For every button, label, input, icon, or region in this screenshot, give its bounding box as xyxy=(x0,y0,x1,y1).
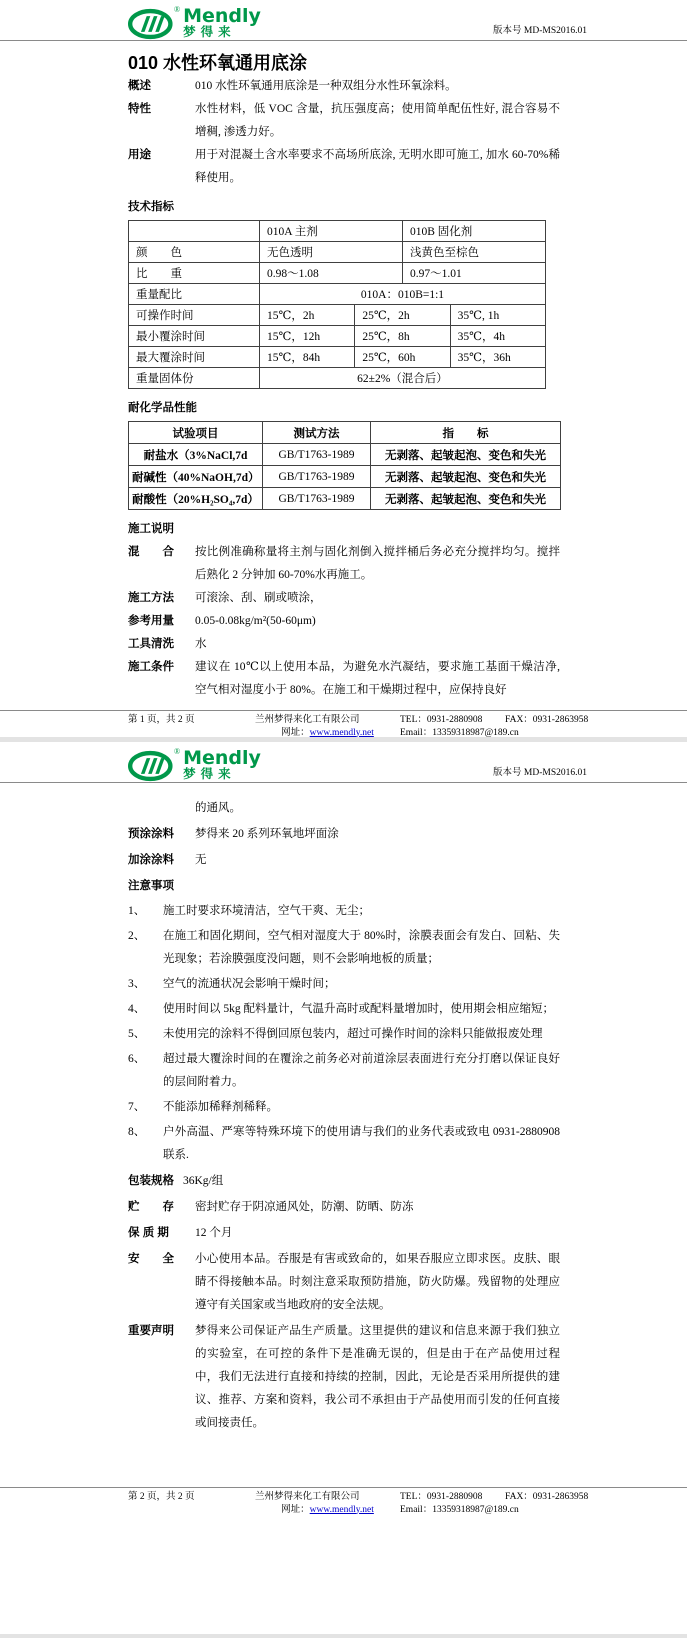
tool-cleaning-label: 工具清洗 xyxy=(128,638,174,650)
note-item xyxy=(128,973,560,996)
precoat-text: 梦得来 20 系列环氧地坪面涂 xyxy=(195,828,339,840)
chem-resistance-table xyxy=(128,421,561,510)
phone-number: TEL：0931-2880908 xyxy=(400,715,483,725)
note-number: 1、 xyxy=(128,905,146,917)
method-row xyxy=(128,587,560,610)
table-row xyxy=(129,242,546,263)
cell-value: 010A：010B=1:1 xyxy=(260,284,546,305)
cell-test-item: 耐碱性（40%NaOH,7d） xyxy=(129,466,263,488)
cell-spec: 无剥落、起皱起泡、变色和失光 xyxy=(371,466,561,488)
conditions-label: 施工条件 xyxy=(128,661,174,673)
footer-line-1 xyxy=(255,714,588,727)
note-item xyxy=(128,1048,560,1094)
cell-value: 35℃，36h xyxy=(450,347,545,368)
topcoat-row xyxy=(128,849,560,872)
continuation-spacer xyxy=(128,797,195,820)
note-text: 在施工和固化期间，空气相对湿度大于 80%时，涂膜表面会有发白、回粘、失光现象；若涂膜强度没问题，则不会影响地板的质量； xyxy=(163,930,560,965)
table-header-row xyxy=(129,422,561,444)
cell-method: GB/T1763-1989 xyxy=(263,488,371,510)
cell-value: 无色透明 xyxy=(260,242,403,263)
footer-line-1 xyxy=(255,1491,588,1504)
footer-body xyxy=(0,714,687,737)
footer-line-2 xyxy=(255,727,588,738)
statement-text: 梦得来公司保证产品生产质量。这里提供的建议和信息来源于我们独立的实验室，在可控的条件下是准确无误的，但是由于在产品使用过程中，我们无法进行直接和持续的控制，因此，无论是否采用所提供的建议、推荐、方案和资料，我公司不承担由于产品使用而引发的任何直接或间接责任。 xyxy=(195,1325,560,1429)
mendly-logo xyxy=(128,747,261,782)
cell-header: 指 标 xyxy=(371,422,561,444)
cell-value: 15℃，12h xyxy=(260,326,355,347)
cell-test-item: 耐盐水（3%NaCl,7d xyxy=(129,444,263,466)
brand-name: Mendly xyxy=(183,747,261,769)
usage-label: 用途 xyxy=(128,149,151,161)
cell-label: 颜 色 xyxy=(129,242,260,263)
tool-cleaning-text: 水 xyxy=(195,638,207,650)
page-header xyxy=(0,0,687,41)
registered-mark: ® xyxy=(174,747,181,756)
chem-resistance-heading: 耐化学品性能 xyxy=(128,402,197,414)
note-text: 户外高温、严寒等特殊环境下的使用请与我们的业务代表或致电 0931-2880908 联系. xyxy=(163,1126,560,1161)
table-row xyxy=(129,221,546,242)
precoat-row xyxy=(128,823,560,846)
footer-body xyxy=(0,1491,687,1516)
table-row xyxy=(129,444,561,466)
note-text: 使用时间以 5kg 配料量计，气温升高时或配料量增加时，使用期会相应缩短； xyxy=(163,1003,554,1015)
version-label: 版本号 MD-MS2016.01 xyxy=(493,26,587,36)
note-number: 8、 xyxy=(128,1126,146,1138)
note-text: 空气的流通状况会影响干燥时间； xyxy=(163,978,336,990)
website-link[interactable]: www.mendly.net xyxy=(309,727,374,737)
email-address: Email：13359318987@189.cn xyxy=(400,1504,519,1515)
note-text: 未使用完的涂料不得倒回原包装内，超过可操作时间的涂料只能做报废处理 xyxy=(163,1028,543,1040)
brand-name-cn: 梦得来 xyxy=(183,25,236,39)
safety-row xyxy=(128,1248,560,1317)
cell-method: GB/T1763-1989 xyxy=(263,444,371,466)
notes-heading: 注意事项 xyxy=(128,880,174,892)
feature-row xyxy=(128,98,560,144)
dosage-label: 参考用量 xyxy=(128,615,174,627)
construction-heading: 施工说明 xyxy=(128,523,174,535)
note-number: 2、 xyxy=(128,930,146,942)
safety-text: 小心使用本品。吞服是有害或致命的，如果吞服应立即求医。皮肤、眼睛不得接触本品。时刻注意采取预防措施，防火防爆。残留物的处理应遵守有关国家或当地政府的安全法规。 xyxy=(195,1253,560,1311)
cell-spec: 无剥落、起皱起泡、变色和失光 xyxy=(371,444,561,466)
table-row xyxy=(129,488,561,510)
safety-label: 安 全 xyxy=(128,1253,174,1265)
tool-cleaning-row xyxy=(128,633,560,656)
footer-contact xyxy=(255,714,588,737)
mendly-logo xyxy=(128,5,261,40)
tech-specs-table xyxy=(128,220,546,389)
shelf-life-label: 保 质 期 xyxy=(128,1227,169,1239)
website-label: 网址： xyxy=(281,1504,310,1515)
feature-label: 特性 xyxy=(128,103,151,115)
storage-text: 密封贮存于阴凉通风处，防潮、防晒、防冻 xyxy=(195,1201,414,1213)
page-bottom-edge xyxy=(0,1634,687,1638)
table-row xyxy=(129,263,546,284)
page-number: 第 1 页，共 2 页 xyxy=(128,715,195,725)
method-label: 施工方法 xyxy=(128,592,174,604)
cell-value: 15℃，84h xyxy=(260,347,355,368)
continuation-text: 的通风。 xyxy=(195,802,241,814)
topcoat-text: 无 xyxy=(195,854,207,866)
cell-blank xyxy=(129,221,260,242)
cell-value: 62±2%（混合后） xyxy=(260,368,546,389)
cell-value: 35℃，4h xyxy=(450,326,545,347)
cell-component-b: 010B 固化剂 xyxy=(403,221,546,242)
conditions-text: 建议在 10℃以上使用本品，为避免水汽凝结，要求施工基面干燥洁净, 空气相对湿度小于 80%。在施工和干燥期过程中，应保持良好 xyxy=(195,661,560,696)
note-item xyxy=(128,900,560,923)
note-text: 施工时要求环境清洁，空气干爽、无尘； xyxy=(163,905,370,917)
page-2-footer xyxy=(0,1487,687,1516)
website-label: 网址： xyxy=(281,727,310,737)
page-1-content xyxy=(0,51,687,702)
company-name: 兰州梦得来化工有限公司 xyxy=(255,1492,360,1502)
method-text: 可滚涂、刮、刷或喷涂， xyxy=(195,592,322,604)
note-item xyxy=(128,998,560,1021)
note-item xyxy=(128,1096,560,1119)
usage-text: 用于对混凝土含水率要求不高场所底涂, 无明水即可施工, 加水 60-70%稀释使用。 xyxy=(195,149,560,184)
conditions-row xyxy=(128,656,560,702)
cell-value: 25℃，8h xyxy=(355,326,450,347)
cell-label: 比 重 xyxy=(129,263,260,284)
page-1 xyxy=(0,0,687,737)
registered-mark: ® xyxy=(174,5,181,14)
storage-label: 贮 存 xyxy=(128,1201,174,1213)
page-1-footer xyxy=(0,710,687,737)
cell-component-a: 010A 主剂 xyxy=(260,221,403,242)
table-row xyxy=(129,347,546,368)
version-label: 版本号 MD-MS2016.01 xyxy=(493,768,587,778)
cell-test-item: 耐酸性（20%H₂SO₄,7d） xyxy=(129,488,263,510)
note-number: 7、 xyxy=(128,1101,146,1113)
note-item xyxy=(128,1023,560,1046)
footer-divider xyxy=(0,710,687,711)
footer-contact xyxy=(255,1491,588,1516)
tech-specs-heading: 技术指标 xyxy=(128,201,174,213)
brand-name: Mendly xyxy=(183,5,261,27)
packaging-row xyxy=(128,1170,560,1193)
mixing-row xyxy=(128,541,560,587)
feature-text: 水性材料，低 VOC 含量，抗压强度高；使用简单配伍性好, 混合容易不增稠, 渗透力好。 xyxy=(195,103,560,138)
continuation-row xyxy=(128,797,560,820)
overview-row xyxy=(128,75,560,98)
note-item xyxy=(128,1121,560,1167)
table-row xyxy=(129,368,546,389)
product-title: 010 水性环氧通用底涂 xyxy=(128,53,308,73)
note-number: 5、 xyxy=(128,1028,146,1040)
logo-text xyxy=(183,747,261,781)
cell-value: 0.97～1.01 xyxy=(403,263,546,284)
page-number: 第 2 页，共 2 页 xyxy=(128,1492,195,1502)
packaging-text: 36Kg/组 xyxy=(183,1175,224,1187)
table-row xyxy=(129,305,546,326)
cell-header: 试验项目 xyxy=(129,422,263,444)
cell-value: 0.98～1.08 xyxy=(260,263,403,284)
dosage-row xyxy=(128,610,560,633)
topcoat-label: 加涂涂料 xyxy=(128,854,174,866)
dosage-text: 0.05-0.08kg/m²(50-60μm) xyxy=(195,615,316,627)
phone-number: TEL：0931-2880908 xyxy=(400,1492,483,1502)
overview-label: 概述 xyxy=(128,80,151,92)
page-2-content xyxy=(0,797,687,1435)
note-number: 6、 xyxy=(128,1053,146,1065)
cell-value: 浅黄色至棕色 xyxy=(403,242,546,263)
shelf-life-row xyxy=(128,1222,560,1245)
cell-value: 25℃，2h xyxy=(355,305,450,326)
cell-header: 测试方法 xyxy=(263,422,371,444)
table-row xyxy=(129,284,546,305)
brand-name-cn: 梦得来 xyxy=(183,767,236,781)
table-row xyxy=(129,326,546,347)
fax-number: FAX：0931-2863958 xyxy=(505,1492,589,1502)
mixing-label: 混 合 xyxy=(128,546,174,558)
company-name: 兰州梦得来化工有限公司 xyxy=(255,715,360,725)
cell-label: 重量配比 xyxy=(129,284,260,305)
website-row xyxy=(255,727,400,738)
note-text: 超过最大覆涂时间的在覆涂之前务必对前道涂层表面进行充分打磨以保证良好的层间附着力。 xyxy=(163,1053,560,1088)
table-row xyxy=(129,466,561,488)
packaging-label: 包装规格 xyxy=(128,1175,174,1187)
website-row xyxy=(255,1504,400,1517)
page-2 xyxy=(0,742,687,1634)
statement-row xyxy=(128,1320,560,1435)
note-text: 不能添加稀释剂稀释。 xyxy=(163,1101,278,1113)
logo-text xyxy=(183,5,261,39)
cell-label: 最小覆涂时间 xyxy=(129,326,260,347)
note-number: 4、 xyxy=(128,1003,146,1015)
cell-value: 15℃，2h xyxy=(260,305,355,326)
note-number: 3、 xyxy=(128,978,146,990)
storage-row xyxy=(128,1196,560,1219)
overview-text: 010 水性环氧通用底涂是一种双组分水性环氧涂料。 xyxy=(195,80,457,92)
mendly-logo-icon xyxy=(128,750,174,782)
statement-label: 重要声明 xyxy=(128,1325,174,1337)
cell-method: GB/T1763-1989 xyxy=(263,466,371,488)
cell-spec: 无剥落、起皱起泡、变色和失光 xyxy=(371,488,561,510)
email-address: Email：13359318987@189.cn xyxy=(400,727,519,737)
shelf-life-text: 12 个月 xyxy=(195,1227,233,1239)
usage-row xyxy=(128,144,560,190)
precoat-label: 预涂涂料 xyxy=(128,828,174,840)
note-item xyxy=(128,925,560,971)
cell-value: 25℃，60h xyxy=(355,347,450,368)
cell-label: 可操作时间 xyxy=(129,305,260,326)
page-header xyxy=(0,742,687,783)
mixing-text: 按比例准确称量将主剂与固化剂倒入搅拌桶后务必充分搅拌均匀。搅拌后熟化 2 分钟加 60-70%水再施工。 xyxy=(195,546,560,581)
website-link[interactable]: www.mendly.net xyxy=(309,1504,374,1515)
fax-number: FAX：0931-2863958 xyxy=(505,715,589,725)
footer-divider xyxy=(0,1487,687,1488)
cell-label: 重量固体份 xyxy=(129,368,260,389)
cell-value: 35℃, 1h xyxy=(450,305,545,326)
footer-line-2 xyxy=(255,1504,588,1517)
mendly-logo-icon xyxy=(128,8,174,40)
cell-label: 最大覆涂时间 xyxy=(129,347,260,368)
